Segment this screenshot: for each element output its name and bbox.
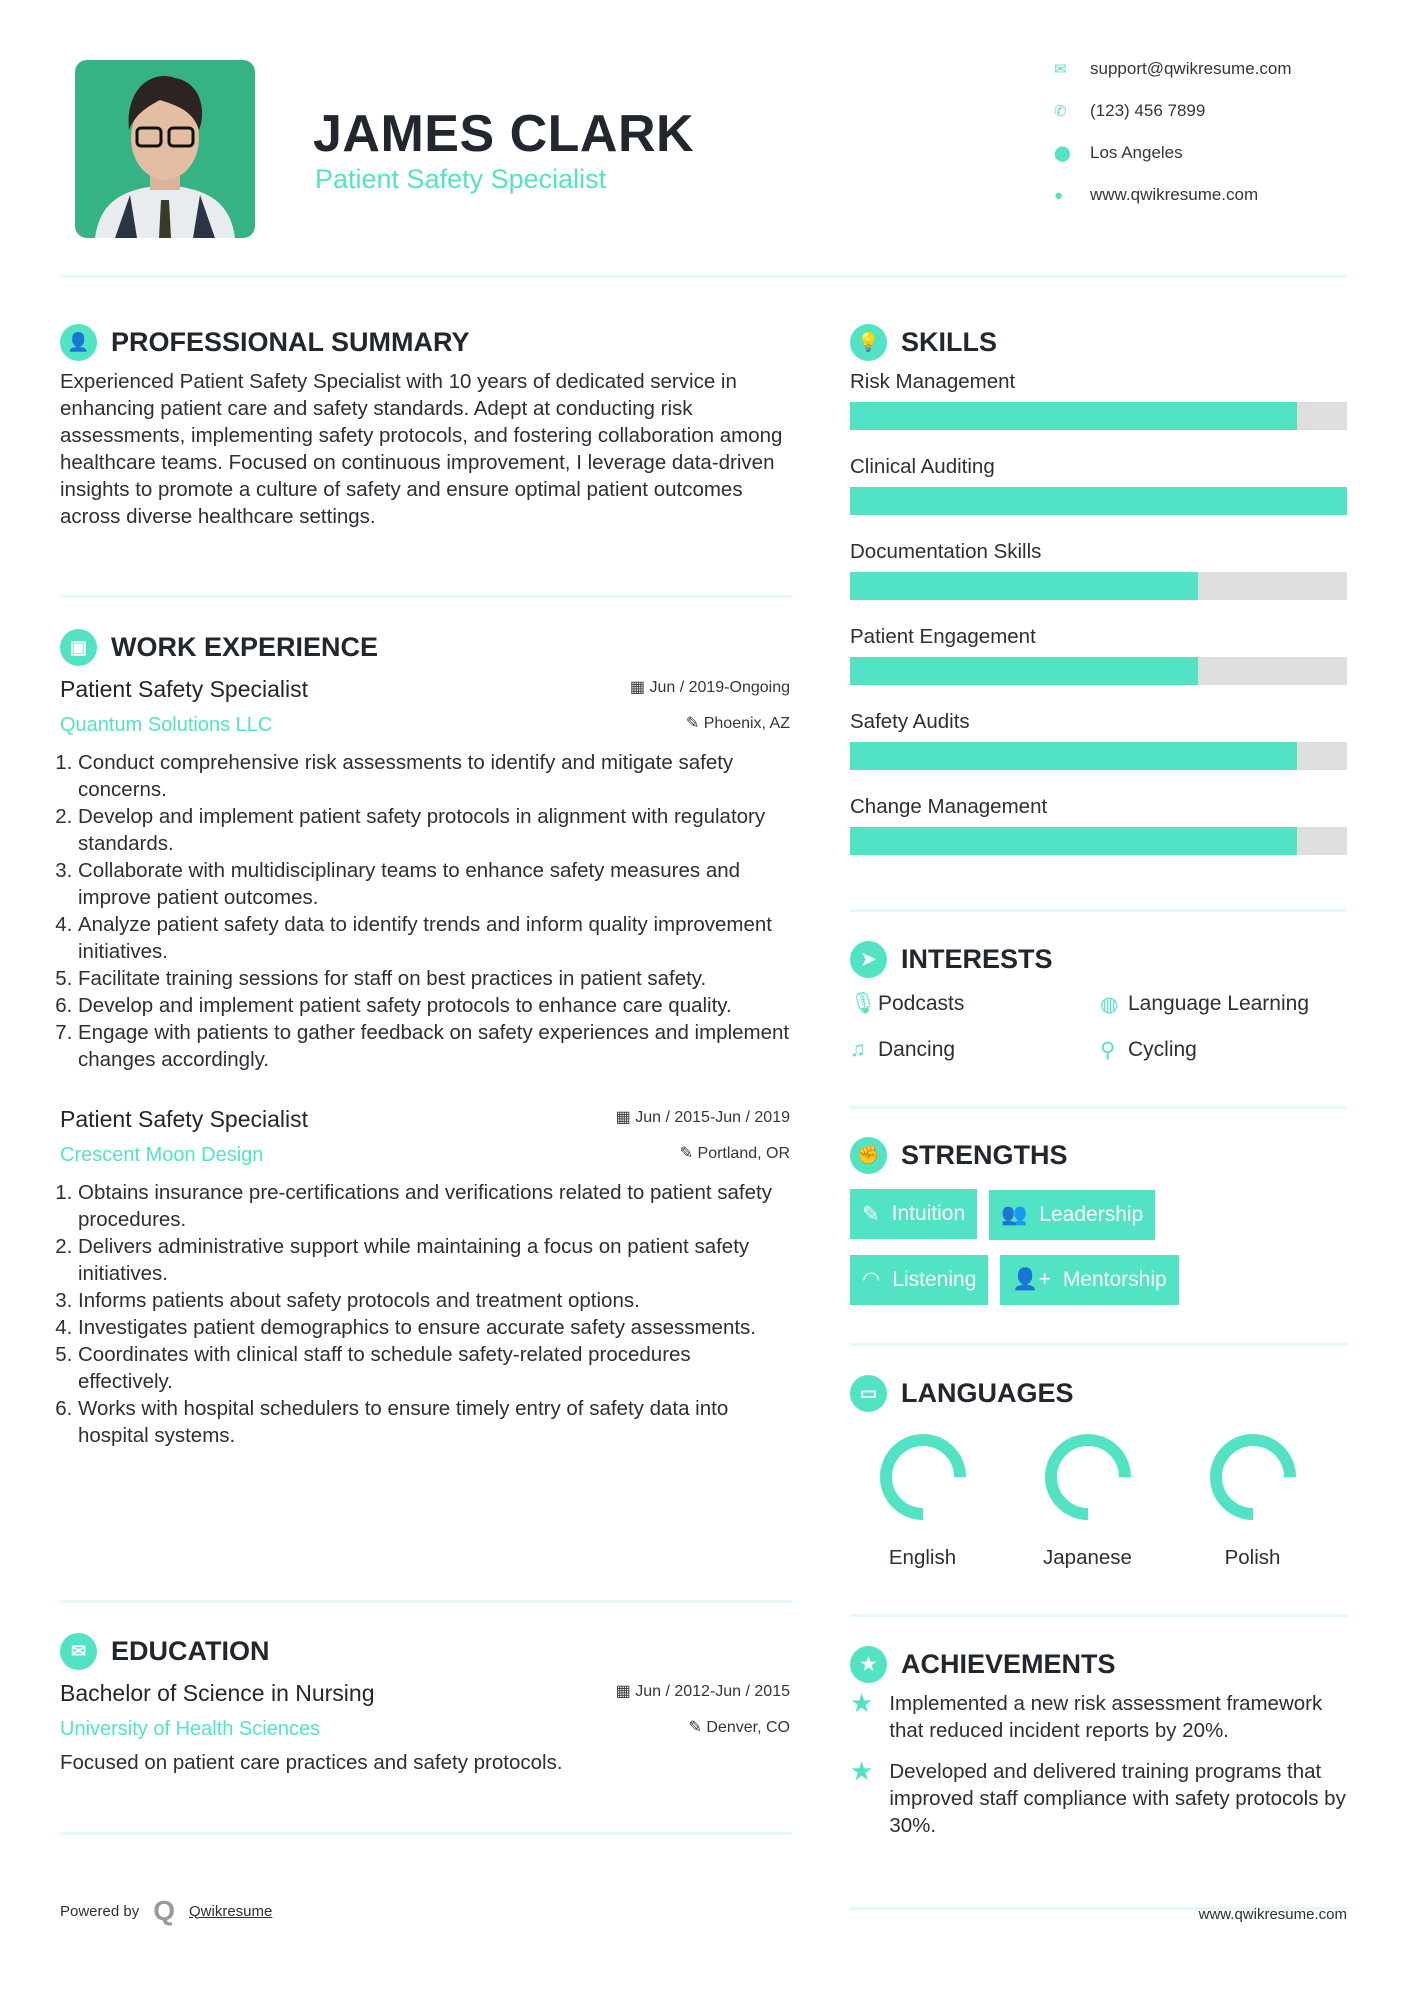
translate-icon: ▭ [850,1375,887,1412]
job-duties [60,1179,790,1449]
job-entry [60,1101,790,1449]
microphone-icon: 🎙 [850,992,877,1015]
chip-label: Leadership [1039,1202,1144,1226]
graduation-icon: ✉ [60,1633,97,1670]
interest-item [1100,981,1350,1027]
achievements-section [850,1644,1347,1853]
strength-chip [850,1189,977,1239]
calendar-icon: ▦ [615,1109,636,1126]
globe-icon: ● [1054,186,1064,204]
briefcase-icon: ▣ [60,629,97,666]
job-date [616,1107,790,1127]
skill-label: Clinical Auditing [850,455,995,478]
date-text: Jun / 2015-Jun / 2019 [635,1109,790,1126]
user-icon: 👤 [60,324,97,361]
user-plus-icon: 👤+ [1012,1268,1051,1291]
achievement-item [850,1690,1347,1744]
music-note-icon: ♫ [850,1038,866,1061]
list-item: 4. Analyze patient safety data to identify trends and inform quality improvement initiatives. [78,911,790,965]
section-heading: INTERESTS [901,943,1053,974]
date-text: Jun / 2019-Ongoing [649,679,790,696]
list-item: 6. Works with hospital schedulers to ensure timely entry of safety data into hospital systems. [78,1395,790,1449]
contact-email[interactable] [1054,48,1354,90]
strength-chip [850,1255,988,1305]
star-icon: ★ [850,1688,874,1718]
language-item [850,1429,1015,1570]
skill-bar-fill [850,572,1198,600]
work-section [60,627,792,1449]
contact-website[interactable] [1054,174,1354,216]
candidate-name: JAMES CLARK [313,105,695,163]
pin-icon: ✎ [688,1719,707,1736]
language-item [1015,1429,1180,1570]
star-icon: ★ [850,1756,874,1786]
education-text: Focused on patient care practices and safety protocols. [60,1751,563,1774]
education-entry [60,1675,790,1776]
calendar-icon: ▦ [629,679,650,696]
divider [60,595,792,598]
language-ring [1205,1429,1301,1525]
degree: Bachelor of Science in Nursing [60,1680,375,1706]
globe-icon: ◍ [1100,992,1119,1016]
calendar-icon: ▦ [615,1683,636,1700]
list-item: 5. Coordinates with clinical staff to schedule safety-related procedures effectively. [78,1341,790,1395]
job-duties [60,749,790,1073]
lightbulb-icon: 💡 [850,324,887,361]
website-text: www.qwikresume.com [1090,185,1259,204]
footer-powered [60,1895,272,1927]
divider [60,1832,792,1835]
achievement-text: Implemented a new risk assessment framework that reduced incident reports by 20%. [889,1692,1323,1742]
company-name: Quantum Solutions LLC [60,714,273,736]
location-pin-icon: ⬤ [1054,145,1071,162]
strengths-section [850,1135,1347,1305]
strength-chip [989,1190,1155,1240]
envelope-icon: ✉ [1054,61,1067,78]
list-item: 5. Facilitate training sessions for staff on best practices in patient safety. [78,965,790,992]
skill-bar [850,572,1347,600]
interest-label: Podcasts [878,992,965,1015]
header-divider [60,275,1347,278]
list-item: 4. Investigates patient demographics to ensure accurate safety assessments. [78,1314,790,1341]
footer-website[interactable]: www.qwikresume.com [1198,1906,1347,1923]
skill-bar-fill [850,487,1347,515]
magic-wand-icon: ✎ [862,1202,880,1226]
section-heading: SKILLS [901,326,998,357]
list-item: 3. Informs patients about safety protocols and treatment options. [78,1287,790,1314]
users-icon: 👥 [1001,1202,1028,1226]
list-item: 7. Engage with patients to gather feedback on safety experiences and implement changes accordingly. [78,1019,790,1073]
edu-location [689,1717,790,1737]
location-text: Phoenix, AZ [703,715,790,732]
phone-icon: ✆ [1054,103,1067,120]
interest-item [1100,1027,1350,1073]
divider [850,1343,1347,1346]
skill-bar [850,742,1347,770]
pin-icon: ✎ [685,715,704,732]
section-heading: ACHIEVEMENTS [901,1648,1116,1679]
skill-bar [850,827,1347,855]
date-text: Jun / 2012-Jun / 2015 [635,1683,790,1700]
skill-bar-fill [850,742,1297,770]
profile-photo [75,60,255,238]
language-ring [1040,1429,1136,1525]
skill-bar [850,487,1347,515]
section-heading: STRENGTHS [901,1139,1068,1170]
skill-bar [850,657,1347,685]
divider [850,909,1347,912]
edu-date [616,1681,790,1701]
list-item: 3. Collaborate with multidisciplinary teams to enhance safety measures and improve patient outcomes. [78,857,790,911]
company-name: Crescent Moon Design [60,1144,264,1166]
divider [850,1614,1347,1617]
job-location [686,713,790,733]
pin-icon: ✎ [679,1145,698,1162]
skill-label: Risk Management [850,370,1016,393]
skill-label: Patient Engagement [850,625,1036,648]
candidate-title: Patient Safety Specialist [315,164,607,194]
interests-section [850,939,1347,1073]
brand-link[interactable]: Qwikresume [189,1902,273,1920]
skill-bar-fill [850,402,1297,430]
language-item [1180,1429,1345,1570]
job-date [630,677,790,697]
skill-bar-fill [850,657,1198,685]
language-name: English [888,1546,957,1569]
achievement-text: Developed and delivered training programs that improved staff compliance with safety protocols by 30%. [889,1760,1346,1837]
chip-label: Intuition [891,1202,966,1225]
chip-label: Mentorship [1062,1268,1167,1291]
school-name: University of Health Sciences [60,1718,321,1740]
list-item: 1. Obtains insurance pre-certifications and verifications related to patient safety procedures. [78,1179,790,1233]
education-section [60,1631,792,1776]
fist-icon: ✊ [850,1137,887,1174]
job-entry [60,671,790,1073]
skill-label: Documentation Skills [850,540,1042,563]
skill-bar-fill [850,827,1297,855]
qwikresume-logo-icon: Q [153,1895,175,1926]
language-name: Japanese [1043,1546,1132,1569]
divider [60,1600,792,1603]
section-heading: LANGUAGES [901,1377,1074,1408]
skill-label: Change Management [850,795,1048,818]
email-text: support@qwikresume.com [1090,59,1292,78]
powered-by-text: Powered by [60,1902,140,1920]
summary-text: Experienced Patient Safety Specialist with 10 years of dedicated service in enhancing patient care and safety standards. Adept at conducting risk assessments, implementing safety protocols, and fostering collaboration among healthcare teams. Focused on continuous improvement, I leverage data-driven insights to promote a culture of safety and ensure optimal patient outcomes across diverse healthcare settings. [60,370,783,528]
section-heading: PROFESSIONAL SUMMARY [111,326,470,357]
achievement-item [850,1758,1347,1839]
interest-item [850,981,1100,1027]
skill-label: Safety Audits [850,710,970,733]
list-item: 1. Conduct comprehensive risk assessments to identify and mitigate safety concerns. [78,749,790,803]
language-ring [875,1429,971,1525]
location-text: Los Angeles [1090,143,1183,162]
interest-label: Cycling [1128,1038,1197,1061]
headphones-icon: ◠ [862,1268,881,1291]
list-item: 2. Delivers administrative support while maintaining a focus on patient safety initiatives. [78,1233,790,1287]
interest-label: Language Learning [1128,992,1310,1015]
list-item: 6. Develop and implement patient safety protocols to enhance care quality. [78,992,790,1019]
divider [850,1106,1347,1109]
list-item: 2. Develop and implement patient safety protocols in alignment with regulatory standards. [78,803,790,857]
job-title: Patient Safety Specialist [60,676,309,702]
languages-section [850,1373,1347,1570]
section-heading: WORK EXPERIENCE [111,631,379,662]
job-title: Patient Safety Specialist [60,1106,309,1132]
summary-section [60,322,792,530]
contact-location [1054,132,1354,174]
paper-plane-icon: ➤ [850,941,887,978]
bicycle-icon: ⚲ [1100,1038,1116,1062]
skills-section [850,322,1347,872]
chip-label: Listening [892,1267,977,1291]
location-text: Denver, CO [706,1719,790,1736]
interest-label: Dancing [878,1038,956,1061]
star-badge-icon: ★ [850,1646,887,1683]
strength-chip [1000,1255,1178,1305]
contact-list [1054,48,1354,216]
job-location [680,1143,790,1163]
phone-text: (123) 456 7899 [1090,101,1206,120]
interest-item [850,1027,1100,1073]
language-name: Polish [1224,1546,1281,1569]
skill-bar [850,402,1347,430]
location-text: Portland, OR [697,1145,790,1162]
contact-phone [1054,90,1354,132]
section-heading: EDUCATION [111,1635,270,1666]
